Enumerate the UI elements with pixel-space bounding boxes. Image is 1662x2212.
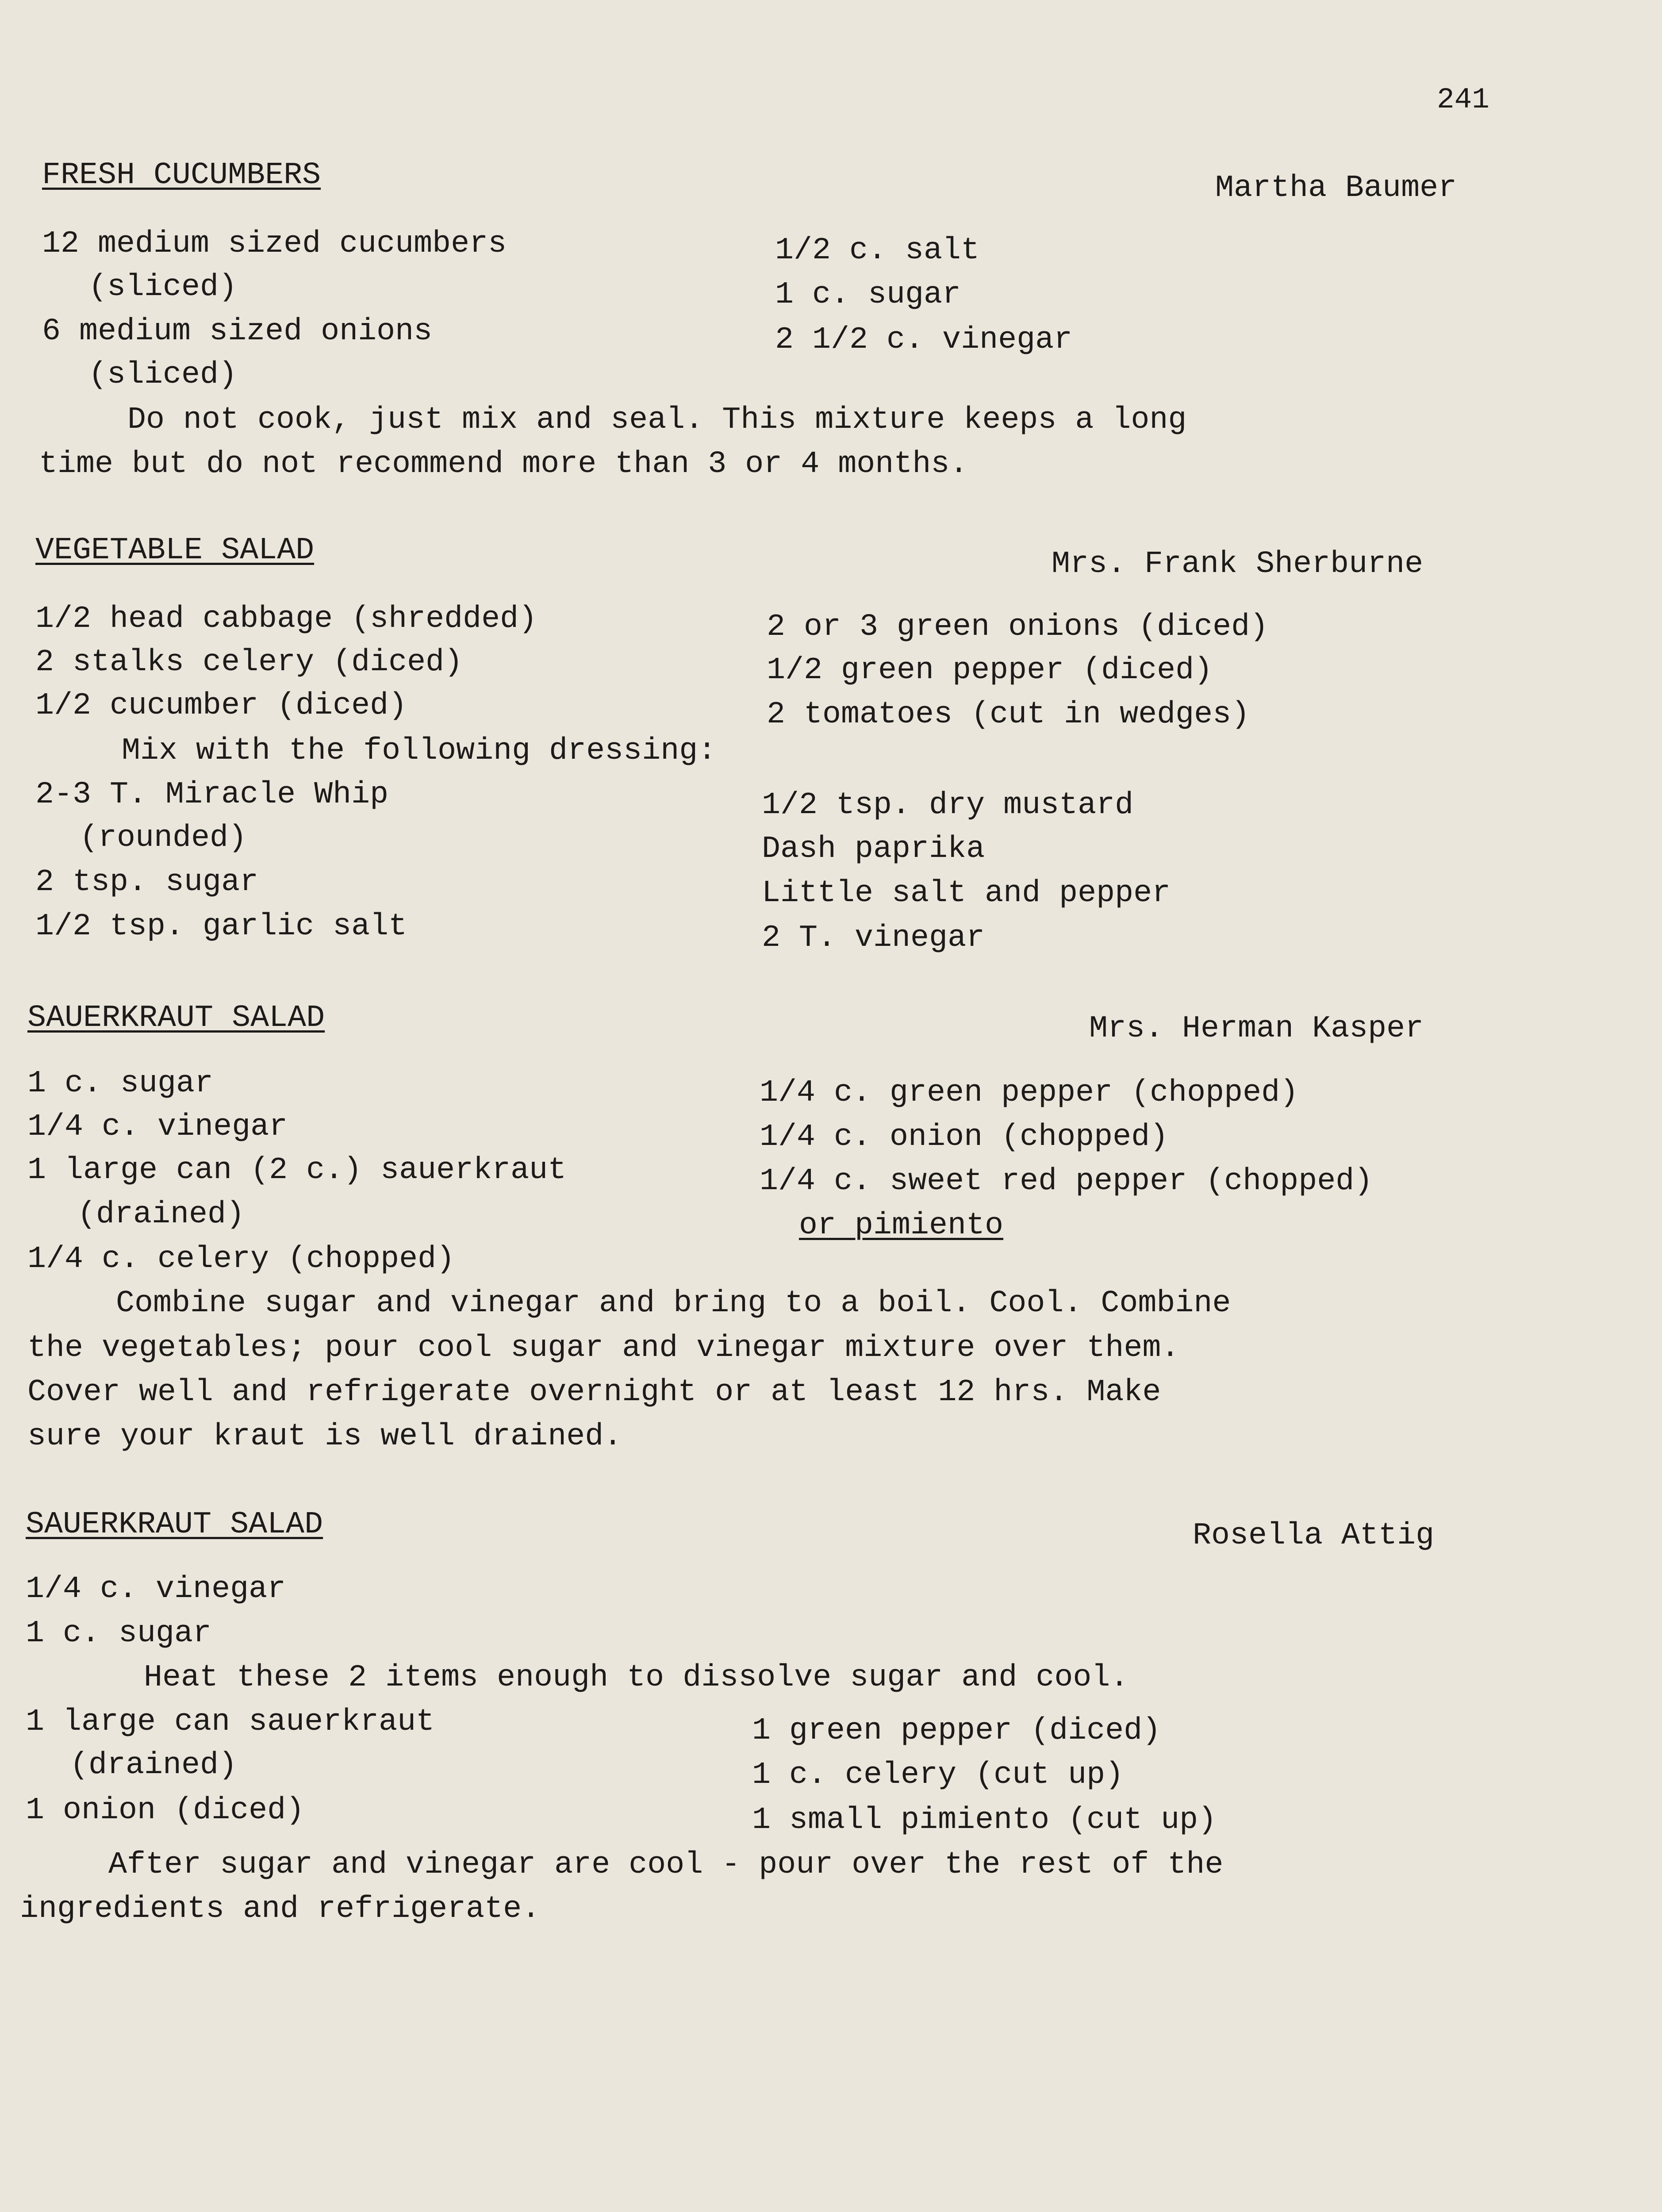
- directions-line: Do not cook, just mix and seal. This mixture keeps a long: [127, 403, 1187, 438]
- ingredient-line: 1/4 c. sweet red pepper (chopped): [760, 1164, 1373, 1199]
- ingredient-line: (drained): [70, 1748, 238, 1783]
- directions-line: After sugar and vinegar are cool - pour over the rest of the: [108, 1847, 1224, 1882]
- recipe-title: SAUERKRAUT SALAD: [27, 1001, 325, 1036]
- ingredient-line: 1 small pimiento (cut up): [752, 1803, 1217, 1838]
- ingredient-line: 2 or 3 green onions (diced): [767, 610, 1269, 645]
- ingredient-line: 2 tomatoes (cut in wedges): [767, 697, 1250, 732]
- ingredient-line: or pimiento: [799, 1208, 1004, 1243]
- ingredient-line: 2 1/2 c. vinegar: [775, 323, 1073, 357]
- directions-line: ingredients and refrigerate.: [20, 1892, 541, 1927]
- page-number: 241: [1437, 83, 1489, 116]
- ingredient-line: 1 c. celery (cut up): [752, 1758, 1124, 1793]
- ingredient-line: 1/2 tsp. dry mustard: [762, 788, 1134, 823]
- ingredient-line: 6 medium sized onions: [42, 314, 433, 349]
- ingredient-line: 1/2 cucumber (diced): [35, 688, 407, 723]
- directions-line: sure your kraut is well drained.: [27, 1419, 622, 1454]
- ingredient-line: (drained): [77, 1197, 245, 1232]
- ingredient-line: 1 onion (diced): [26, 1793, 305, 1828]
- ingredient-line: 1/2 green pepper (diced): [767, 653, 1213, 688]
- ingredient-line: 1/4 c. celery (chopped): [27, 1242, 455, 1277]
- ingredient-line: 1/2 c. salt: [775, 233, 980, 268]
- ingredient-line: 2 T. vinegar: [762, 921, 985, 956]
- ingredient-line: Little salt and pepper: [762, 876, 1171, 911]
- ingredient-line: Dash paprika: [762, 832, 985, 867]
- recipe-author: Mrs. Herman Kasper: [1089, 1011, 1424, 1046]
- ingredient-line: (sliced): [88, 357, 238, 392]
- directions-line: Cover well and refrigerate overnight or at least 12 hrs. Make: [27, 1375, 1161, 1410]
- directions-line: Combine sugar and vinegar and bring to a boil. Cool. Combine: [116, 1286, 1231, 1321]
- recipe-author: Martha Baumer: [1215, 171, 1457, 206]
- recipe-title: FRESH CUCUMBERS: [42, 158, 321, 193]
- ingredient-line: 1/4 c. vinegar: [27, 1110, 288, 1144]
- ingredient-line: 1/4 c. vinegar: [26, 1572, 286, 1607]
- ingredient-line: 1 c. sugar: [775, 277, 961, 312]
- ingredient-line: 1 green pepper (diced): [752, 1713, 1161, 1748]
- directions-line: time but do not recommend more than 3 or 4 months.: [39, 447, 968, 482]
- ingredient-line: 1 large can (2 c.) sauerkraut: [27, 1153, 567, 1188]
- ingredient-line: 1/2 head cabbage (shredded): [35, 602, 537, 637]
- recipe-author: Rosella Attig: [1193, 1518, 1435, 1553]
- mix-line: Mix with the following dressing:: [122, 733, 717, 768]
- ingredient-line: 2-3 T. Miracle Whip: [35, 777, 389, 812]
- ingredient-line: 1/4 c. green pepper (chopped): [760, 1075, 1299, 1110]
- ingredient-line: 1 c. sugar: [27, 1066, 214, 1101]
- ingredient-line: (sliced): [88, 270, 238, 305]
- ingredient-line: 1/2 tsp. garlic salt: [35, 909, 407, 944]
- directions-line: the vegetables; pour cool sugar and vinegar mixture over them.: [27, 1331, 1180, 1366]
- ingredient-line: 1/4 c. onion (chopped): [760, 1120, 1169, 1155]
- ingredient-line: 2 stalks celery (diced): [35, 645, 463, 680]
- ingredient-line: 12 medium sized cucumbers: [42, 227, 507, 261]
- recipe-author: Mrs. Frank Sherburne: [1052, 547, 1424, 582]
- ingredient-line: 1 large can sauerkraut: [26, 1705, 435, 1740]
- recipe-title: SAUERKRAUT SALAD: [26, 1507, 323, 1542]
- ingredient-line: (rounded): [80, 821, 247, 856]
- recipe-title: VEGETABLE SALAD: [35, 533, 315, 568]
- heat-line: Heat these 2 items enough to dissolve sugar and cool.: [144, 1660, 1129, 1695]
- ingredient-line: 2 tsp. sugar: [35, 865, 259, 900]
- ingredient-line: 1 c. sugar: [26, 1616, 212, 1651]
